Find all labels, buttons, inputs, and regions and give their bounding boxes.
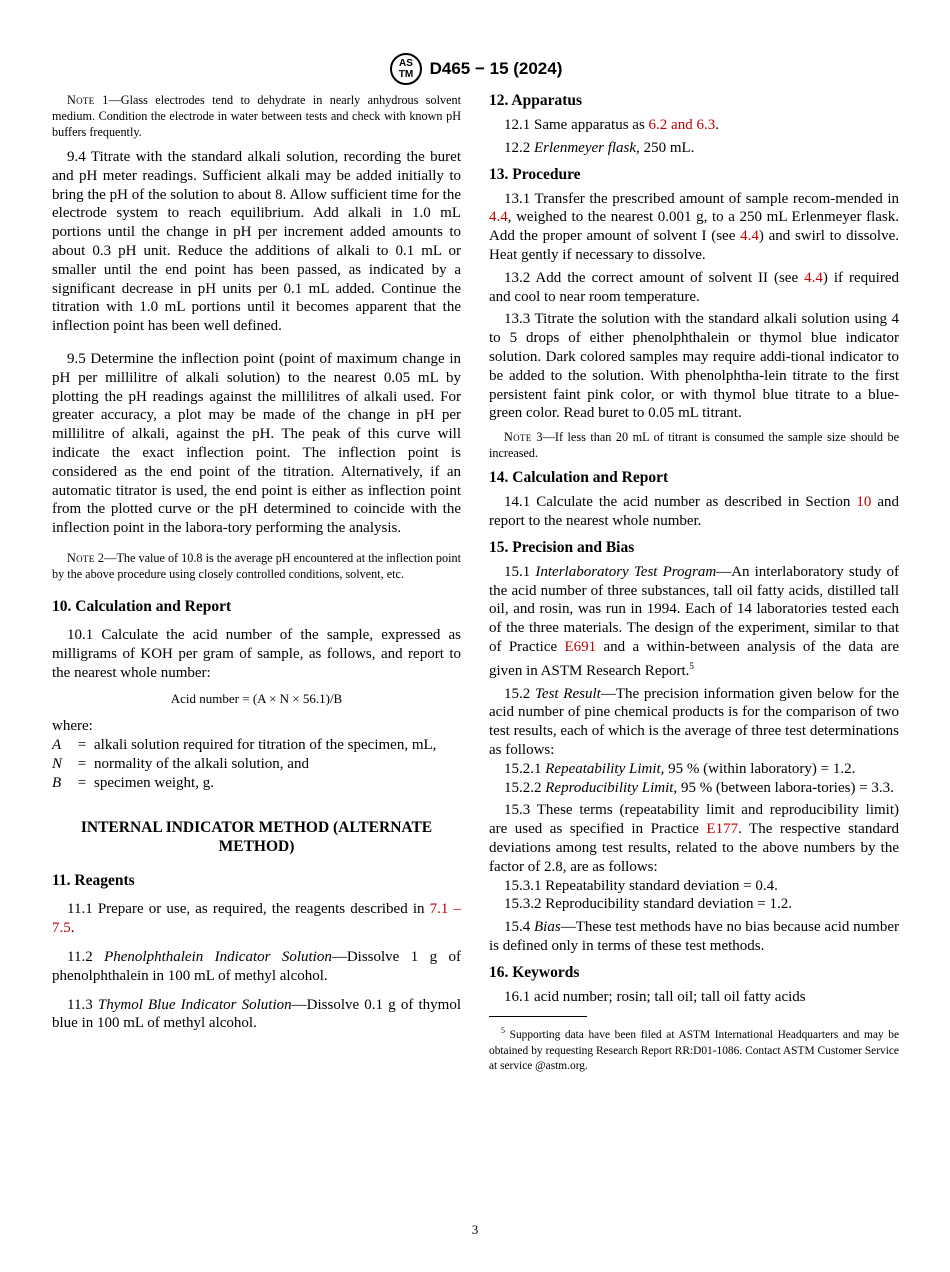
variable-symbol: N — [52, 755, 63, 772]
para-text: . The respective standard deviations among test results, related to the above numbers by the factor of 2.8, are as follows: — [489, 821, 899, 875]
para-13-1 — [489, 190, 899, 265]
note-2 — [52, 550, 461, 582]
section-14-title: 14. Calculation and Report — [489, 469, 669, 487]
para-13-2 — [489, 269, 899, 307]
method-title: INTERNAL INDICATOR METHOD (ALTERNATE METHOD) — [80, 819, 433, 856]
para-15-4 — [489, 918, 899, 956]
para-number: 11.3 — [67, 996, 93, 1013]
variable-symbol: B — [52, 774, 62, 791]
note-text: —Glass electrodes tend to dehydrate in nearly anhydrous solvent medium. Condition the electrode in water between tests and check with known pH buffers frequently. — [52, 93, 461, 139]
para-term: Phenolphthalein Indicator Solution — [104, 948, 332, 965]
left-column — [52, 92, 461, 1033]
para-text: —These test methods have no bias because acid number is defined only in terms of these test methods. — [489, 919, 899, 954]
para-term: Reproducibility Limit, — [545, 779, 678, 796]
para-11-3 — [52, 996, 461, 1034]
para-text: and report to the nearest whole number. — [489, 494, 899, 529]
para-number: 15.4 — [504, 919, 531, 936]
para-term: Bias — [534, 919, 561, 936]
reference-link[interactable]: 4.4 — [740, 228, 759, 245]
para-number: 15.2.2 — [504, 779, 542, 796]
para-15-2 — [489, 685, 899, 760]
para-number: 12.2 — [504, 139, 531, 156]
footnote-5 — [489, 1023, 899, 1074]
variable-definition: alkali solution required for titration of the specimen, mL, — [94, 736, 437, 753]
para-text: —The precision information given below for the acid number of pine chemical products is for the comparison of two test results, each of which is the average of three test determinations as follows: — [489, 685, 900, 758]
para-number: 15.2 — [504, 685, 531, 702]
svg-text:TM: TM — [398, 69, 413, 80]
para-15-2-1 — [489, 760, 899, 779]
section-16-title: 16. Keywords — [489, 963, 580, 981]
section-12-title: 12. Apparatus — [489, 92, 583, 109]
note-label: Note 1 — [67, 93, 109, 107]
para-13-3: 13.3 Titrate the solution with the standard alkali solution using 4 to 5 drops of either phenolphthalein or thymol blue indicator solution. Dark colored samples may require addi-tional indicator to be added to the solution. With phenolphtha-lein titrate to the first persistent faint pink color, or with thymol blue titrate to a blue-green color. Read buret to 0.05 mL titrant. — [489, 311, 899, 422]
right-column — [489, 92, 899, 1075]
para-9-4: 9.4 Titrate with the standard alkali solution, recording the buret and pH meter readings. Sufficient alkali may be added initially to bring the pH of the solution to about 8. Allow sufficient time for the electrode system to reach equilibrium. Add alkali in 1.0 mL portions until the change in pH per increment added amounts to about 0.3 pH unit. Reduce the additions of alkali to 0.1 mL or smaller until the end point has been passed, as indicated by a significant decrease in pH units per 0.1 mL added. Continue the titration with 1.0 mL portions until it becomes apparent that the inflection point has been well defined. — [52, 149, 461, 335]
para-16-1: 16.1 acid number; rosin; tall oil; tall oil fatty acids — [504, 988, 806, 1005]
para-text: and a within-between analysis of the data are given in ASTM Research Report. — [489, 638, 899, 679]
para-number: 11.2 — [67, 948, 93, 965]
variable-definition: specimen weight, g. — [94, 774, 214, 791]
para-term: Interlaboratory Test Program — [535, 563, 717, 580]
page-header — [0, 52, 950, 86]
para-15-2-2 — [489, 779, 899, 798]
section-11-title: 11. Reagents — [52, 872, 135, 890]
para-number: 15.1 — [504, 563, 531, 580]
note-label: Note 2 — [67, 550, 105, 565]
section-10-title: 10. Calculation and Report — [52, 597, 232, 615]
para-text: ) and swirl to dissolve. Heat gently if necessary to dissolve. — [489, 228, 899, 263]
para-11-1: 11.1 Prepare or use, as required, the reagents described in 7.1 – 7.5. — [52, 901, 461, 937]
reference-link[interactable]: E691 — [564, 638, 597, 655]
reference-link[interactable]: 4.4 — [489, 209, 508, 226]
note-text: —If less than 20 mL of titrant is consumed the sample size should be increased. — [489, 430, 899, 461]
para-text: , weighed to the nearest 0.001 g, to a 250 mL Erlenmeyer flask. Add the proper amount of solvent I (see — [489, 209, 899, 245]
reference-link[interactable]: E177 — [706, 821, 739, 838]
reference-link[interactable]: 6.2 and 6.3 — [648, 117, 716, 133]
where-list — [52, 736, 461, 792]
reference-link[interactable]: 7.1 – 7.5 — [52, 901, 461, 937]
para-12-1: 12.1 Same apparatus as 6.2 and 6.3. — [504, 117, 719, 133]
note-text: —The value of 10.8 is the average pH encountered at the inflection point by the above procedure using closely controlled conditions, solvent, etc. — [52, 550, 461, 581]
section-13-title: 13. Procedure — [489, 165, 581, 183]
para-text: —An interlaboratory study of the acid number of three substances, tall oil fatty acids, distilled tall oil, and rosin, was run in 1994. Each of 14 laboratories tested each of the three materials. The design of the experiment, similar to that of Practice — [489, 563, 899, 655]
para-15-3 — [489, 801, 899, 876]
footnote-marker: 5 — [689, 660, 694, 671]
astm-logo-icon — [388, 52, 424, 86]
footnote-text: Supporting data have been filed at ASTM International Headquarters and may be obtained by requesting Research Report RR:D01-1086. Contact ASTM Customer Service at service @astm.org. — [489, 1029, 899, 1073]
where-item: N = normality of the alkali solution, and — [52, 755, 461, 774]
para-term: Thymol Blue Indicator Solution — [97, 996, 292, 1013]
footnote-number: 5 — [501, 1026, 505, 1036]
para-15-3-2: 15.3.2 Reproducibility standard deviation = 1.2. — [504, 896, 792, 913]
para-text: 14.1 Calculate the acid number as described in Section — [504, 494, 857, 511]
variable-symbol: A — [52, 736, 62, 753]
para-text: 250 mL. — [639, 139, 695, 156]
para-text: 95 % (within laboratory) = 1.2. — [664, 760, 856, 777]
para-number: 15.2.1 — [504, 760, 542, 777]
para-term: Repeatability Limit, — [545, 760, 665, 777]
para-text: 15.3 These terms (repeatability limit and reproducibility limit) are used as specified in Practice — [489, 802, 899, 838]
variable-definition: normality of the alkali solution, and — [94, 755, 309, 772]
para-text: —Dissolve 1 g of phenolphthalein in 100 mL of methyl alcohol. — [52, 948, 461, 984]
para-text: 13.1 Transfer the prescribed amount of sample recom-mended in — [504, 190, 899, 207]
note-label: Note 3 — [504, 430, 543, 445]
para-12-2 — [489, 139, 899, 158]
para-15-1 — [489, 563, 899, 681]
page-number: 3 — [471, 1222, 479, 1237]
para-term: Erlenmeyer flask, — [534, 139, 640, 156]
para-9-5: 9.5 Determine the inflection point (point of maximum change in pH per millilitre of alkali solution) to the nearest 0.05 mL by plotting the pH readings against the millilitres of alkali used. For greater accuracy, a plot may be made of the change in pH per millilitre of alkali, against the pH. The peak of this curve will indicate the exact inflection point. The inflection point is considered as the end point of the titration. Alternatively, if an automatic titrator is used, the end point is either as inflection point from the plotted curve or the pH determined to coincide with the inflection point in the labora-tory performing the analysis. — [52, 350, 461, 537]
para-text: 11.1 Prepare or use, as required, the reagents described in — [67, 901, 430, 918]
para-text: 12.1 Same apparatus as — [504, 117, 649, 133]
para-11-2 — [52, 948, 461, 986]
para-term: Test Result — [534, 685, 601, 702]
reference-link[interactable]: 4.4 — [804, 269, 823, 286]
reference-link[interactable]: 10 — [856, 494, 872, 511]
note-1 — [52, 92, 461, 140]
standard-designation: D465 − 15 (2024) — [429, 59, 563, 78]
section-15-title: 15. Precision and Bias — [489, 538, 635, 556]
where-item: B = specimen weight, g. — [52, 774, 461, 793]
para-text: —Dissolve 0.1 g of thymol blue in 100 mL of methyl alcohol. — [52, 996, 461, 1032]
para-14-1 — [489, 493, 899, 531]
note-3 — [489, 429, 899, 461]
para-15-3-1: 15.3.1 Repeatability standard deviation = 0.4. — [504, 877, 778, 894]
para-10-1: 10.1 Calculate the acid number of the sample, expressed as milligrams of KOH per gram of sample, as follows, and report to the nearest whole number: — [52, 626, 461, 681]
where-item: A = alkali solution required for titration of the specimen, mL, — [52, 736, 461, 755]
para-text: ) if required and cool to near room temperature. — [489, 269, 899, 305]
acid-number-equation: Acid number = (A × N × 56.1)/B — [170, 691, 343, 707]
para-text: 13.2 Add the correct amount of solvent II (see — [504, 269, 805, 286]
svg-text:AS: AS — [398, 58, 413, 69]
where-label: where: — [52, 718, 93, 735]
para-text: 95 % (between labora-tories) = 3.3. — [677, 779, 894, 796]
